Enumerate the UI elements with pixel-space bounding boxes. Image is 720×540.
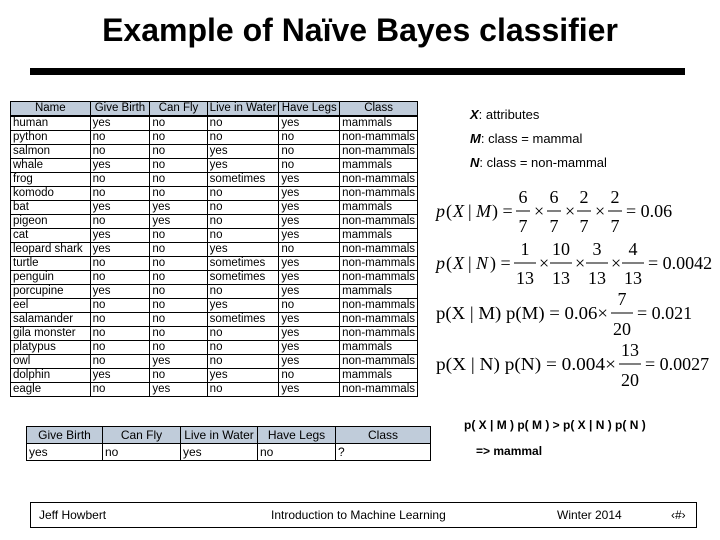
table-cell: mammals: [340, 159, 418, 173]
table-cell: yes: [150, 383, 207, 397]
test-col-live-in-water: Live in Water: [181, 427, 258, 444]
table-cell: yes: [207, 159, 279, 173]
svg-text:×: ×: [595, 201, 606, 221]
table-row: [11, 201, 418, 215]
svg-text:|: |: [468, 201, 472, 221]
table-cell: no: [207, 383, 279, 397]
table-cell: salmon: [11, 145, 91, 159]
table-cell: no: [150, 187, 207, 201]
table-row: [11, 116, 418, 131]
table-cell: non-mammals: [340, 313, 418, 327]
svg-text:20: 20: [621, 370, 639, 390]
table-row: [11, 159, 418, 173]
table-row: [11, 257, 418, 271]
col-header-live-in-water: Live in Water: [207, 102, 279, 117]
svg-text:(: (: [446, 201, 452, 221]
table-cell: yes: [90, 159, 150, 173]
test-col-can-fly: Can Fly: [103, 427, 181, 444]
table-cell: no: [279, 299, 340, 313]
equation-p-x-given-m: [434, 187, 672, 236]
table-cell: non-mammals: [340, 131, 418, 145]
table-cell: yes: [150, 355, 207, 369]
test-record-row: [27, 444, 431, 461]
table-cell: non-mammals: [340, 299, 418, 313]
table-cell: dolphin: [11, 369, 91, 383]
table-cell: yes: [150, 215, 207, 229]
table-cell: no: [279, 145, 340, 159]
training-table-body: [11, 116, 418, 397]
table-cell: non-mammals: [340, 243, 418, 257]
table-cell: yes: [279, 257, 340, 271]
svg-text:) =: ) =: [492, 201, 513, 221]
table-cell: no: [90, 257, 150, 271]
table-row: [11, 229, 418, 243]
table-cell: no: [207, 229, 279, 243]
svg-text:2: 2: [610, 187, 620, 207]
table-cell: non-mammals: [340, 173, 418, 187]
table-cell: yes: [90, 369, 150, 383]
table-cell: no: [150, 145, 207, 159]
svg-text:13: 13: [624, 268, 642, 288]
slide-footer: [30, 502, 697, 528]
test-cell: yes: [181, 444, 258, 461]
table-cell: no: [207, 327, 279, 341]
col-header-class: Class: [340, 102, 418, 117]
training-data-table: [10, 101, 418, 397]
table-cell: pigeon: [11, 215, 91, 229]
table-cell: non-mammals: [340, 327, 418, 341]
col-header-name: Name: [11, 102, 91, 117]
svg-text:|: |: [468, 253, 472, 273]
svg-text:13: 13: [588, 268, 606, 288]
table-cell: mammals: [340, 201, 418, 215]
table-cell: yes: [279, 201, 340, 215]
test-cell: ?: [336, 444, 431, 461]
table-cell: no: [90, 131, 150, 145]
table-cell: no: [150, 313, 207, 327]
table-cell: yes: [279, 355, 340, 369]
footer-course: Introduction to Machine Learning: [271, 508, 446, 522]
svg-text:= 0.0027: = 0.0027: [645, 354, 710, 374]
table-cell: non-mammals: [340, 145, 418, 159]
table-cell: yes: [279, 285, 340, 299]
table-cell: mammals: [340, 229, 418, 243]
table-cell: yes: [279, 215, 340, 229]
table-cell: non-mammals: [340, 215, 418, 229]
table-cell: yes: [279, 116, 340, 131]
table-cell: no: [150, 229, 207, 243]
svg-text:6: 6: [518, 187, 528, 207]
table-cell: mammals: [340, 341, 418, 355]
svg-text:13: 13: [516, 268, 534, 288]
table-cell: non-mammals: [340, 355, 418, 369]
svg-text:7: 7: [610, 216, 620, 236]
table-cell: yes: [90, 243, 150, 257]
table-cell: no: [150, 159, 207, 173]
table-cell: yes: [150, 201, 207, 215]
table-cell: eagle: [11, 383, 91, 397]
table-row: [11, 383, 418, 397]
table-row: [11, 327, 418, 341]
table-cell: yes: [207, 243, 279, 257]
table-cell: porcupine: [11, 285, 91, 299]
table-cell: yes: [279, 271, 340, 285]
table-cell: yes: [207, 145, 279, 159]
table-cell: yes: [90, 116, 150, 131]
test-table-header-row: [27, 427, 431, 444]
table-cell: no: [150, 131, 207, 145]
svg-text:4: 4: [628, 239, 638, 259]
table-row: [11, 299, 418, 313]
table-cell: cat: [11, 229, 91, 243]
svg-text:7: 7: [617, 289, 627, 309]
table-cell: no: [207, 187, 279, 201]
table-cell: salamander: [11, 313, 91, 327]
table-cell: yes: [279, 313, 340, 327]
svg-text:p: p: [436, 201, 445, 221]
table-cell: no: [150, 243, 207, 257]
table-cell: yes: [279, 173, 340, 187]
table-row: [11, 215, 418, 229]
footer-page-number: ‹#›: [671, 508, 686, 522]
table-row: [11, 271, 418, 285]
svg-text:10: 10: [552, 239, 570, 259]
table-cell: no: [90, 355, 150, 369]
table-cell: mammals: [340, 116, 418, 131]
table-cell: non-mammals: [340, 187, 418, 201]
svg-text:×: ×: [575, 253, 586, 273]
svg-text:X: X: [453, 201, 464, 221]
definition-m: M: class = mammal: [470, 131, 583, 146]
table-cell: human: [11, 116, 91, 131]
table-cell: no: [279, 159, 340, 173]
table-cell: sometimes: [207, 173, 279, 187]
table-cell: owl: [11, 355, 91, 369]
table-row: [11, 131, 418, 145]
table-cell: yes: [279, 383, 340, 397]
svg-text:p(X | N) p(N) = 0.004×: p(X | N) p(N) = 0.004×: [436, 354, 604, 374]
svg-text:20: 20: [613, 319, 631, 339]
equation-posterior-m: [436, 289, 692, 339]
table-cell: no: [150, 341, 207, 355]
table-cell: yes: [90, 201, 150, 215]
table-cell: no: [207, 215, 279, 229]
table-cell: sometimes: [207, 271, 279, 285]
test-col-give-birth: Give Birth: [27, 427, 103, 444]
table-cell: no: [207, 285, 279, 299]
table-cell: yes: [207, 369, 279, 383]
svg-text:= 0.06: = 0.06: [626, 201, 673, 221]
table-cell: no: [150, 369, 207, 383]
table-cell: leopard shark: [11, 243, 91, 257]
table-cell: no: [90, 313, 150, 327]
definition-x: X: attributes: [470, 107, 540, 122]
svg-text:(: (: [446, 253, 452, 273]
table-row: [11, 243, 418, 257]
table-cell: mammals: [340, 369, 418, 383]
svg-text:×: ×: [565, 201, 576, 221]
table-cell: turtle: [11, 257, 91, 271]
table-cell: yes: [90, 285, 150, 299]
classification-result: => mammal: [476, 444, 543, 458]
table-cell: no: [90, 299, 150, 313]
table-cell: no: [207, 201, 279, 215]
svg-text:×: ×: [534, 201, 545, 221]
table-cell: mammals: [340, 285, 418, 299]
title-divider: [30, 68, 685, 75]
table-cell: yes: [279, 229, 340, 243]
svg-text:M: M: [476, 201, 491, 221]
footer-term: Winter 2014: [557, 508, 622, 522]
table-row: [11, 369, 418, 383]
table-cell: no: [150, 327, 207, 341]
table-row: [11, 187, 418, 201]
table-cell: no: [150, 173, 207, 187]
svg-text:3: 3: [592, 239, 602, 259]
table-cell: whale: [11, 159, 91, 173]
svg-text:p: p: [436, 253, 445, 273]
table-cell: no: [90, 187, 150, 201]
table-cell: gila monster: [11, 327, 91, 341]
table-cell: no: [150, 116, 207, 131]
footer-author: Jeff Howbert: [39, 508, 107, 522]
table-cell: bat: [11, 201, 91, 215]
training-table-header-row: [11, 102, 418, 117]
svg-text:×: ×: [611, 253, 622, 273]
table-cell: no: [90, 341, 150, 355]
col-header-give-birth: Give Birth: [90, 102, 150, 117]
test-cell: yes: [27, 444, 103, 461]
table-row: [11, 355, 418, 369]
svg-text:) =: ) =: [490, 253, 511, 273]
table-cell: no: [279, 369, 340, 383]
table-cell: yes: [279, 327, 340, 341]
table-cell: no: [90, 327, 150, 341]
test-record-table: [26, 426, 431, 461]
equations-panel: [430, 180, 720, 390]
svg-text:×: ×: [539, 253, 550, 273]
test-cell: no: [103, 444, 181, 461]
posterior-comparison: p( X | M ) p( M ) > p( X | N ) p( N ): [464, 418, 646, 432]
table-cell: yes: [279, 341, 340, 355]
table-cell: penguin: [11, 271, 91, 285]
table-row: [11, 285, 418, 299]
svg-text:7: 7: [579, 216, 589, 236]
table-cell: platypus: [11, 341, 91, 355]
table-cell: sometimes: [207, 257, 279, 271]
table-cell: no: [150, 271, 207, 285]
table-cell: non-mammals: [340, 271, 418, 285]
svg-text:= 0.0042: = 0.0042: [648, 253, 713, 273]
table-row: [11, 173, 418, 187]
svg-text:13: 13: [621, 340, 639, 360]
table-cell: python: [11, 131, 91, 145]
table-row: [11, 145, 418, 159]
table-cell: no: [90, 383, 150, 397]
test-col-class: Class: [336, 427, 431, 444]
svg-text:N: N: [476, 253, 489, 273]
table-cell: komodo: [11, 187, 91, 201]
slide-title: Example of Naïve Bayes classifier: [102, 12, 618, 48]
table-cell: no: [207, 355, 279, 369]
table-cell: yes: [90, 229, 150, 243]
table-cell: no: [207, 341, 279, 355]
svg-text:13: 13: [552, 268, 570, 288]
table-cell: no: [90, 215, 150, 229]
table-cell: non-mammals: [340, 383, 418, 397]
equation-posterior-n: [436, 340, 709, 390]
table-cell: sometimes: [207, 313, 279, 327]
svg-text:= 0.021: = 0.021: [637, 303, 693, 323]
col-header-have-legs: Have Legs: [279, 102, 340, 117]
table-cell: no: [150, 299, 207, 313]
svg-text:7: 7: [518, 216, 528, 236]
col-header-can-fly: Can Fly: [150, 102, 207, 117]
table-cell: no: [279, 243, 340, 257]
svg-text:7: 7: [549, 216, 559, 236]
table-cell: no: [90, 145, 150, 159]
table-cell: yes: [207, 299, 279, 313]
table-cell: non-mammals: [340, 257, 418, 271]
svg-text:1: 1: [520, 239, 530, 259]
table-cell: no: [207, 131, 279, 145]
table-cell: yes: [279, 187, 340, 201]
table-cell: no: [90, 173, 150, 187]
table-cell: no: [90, 271, 150, 285]
svg-text:X: X: [453, 253, 464, 273]
table-cell: no: [150, 285, 207, 299]
svg-text:6: 6: [549, 187, 559, 207]
table-cell: no: [207, 116, 279, 131]
svg-text:2: 2: [579, 187, 589, 207]
table-cell: frog: [11, 173, 91, 187]
definition-n: N: class = non-mammal: [470, 155, 607, 170]
table-cell: no: [279, 131, 340, 145]
test-cell: no: [258, 444, 336, 461]
table-cell: no: [150, 257, 207, 271]
svg-text:p(X | M) p(M) = 0.06×: p(X | M) p(M) = 0.06×: [436, 303, 601, 323]
table-cell: eel: [11, 299, 91, 313]
table-row: [11, 341, 418, 355]
table-row: [11, 313, 418, 327]
test-col-have-legs: Have Legs: [258, 427, 336, 444]
equation-p-x-given-n: [434, 239, 712, 288]
